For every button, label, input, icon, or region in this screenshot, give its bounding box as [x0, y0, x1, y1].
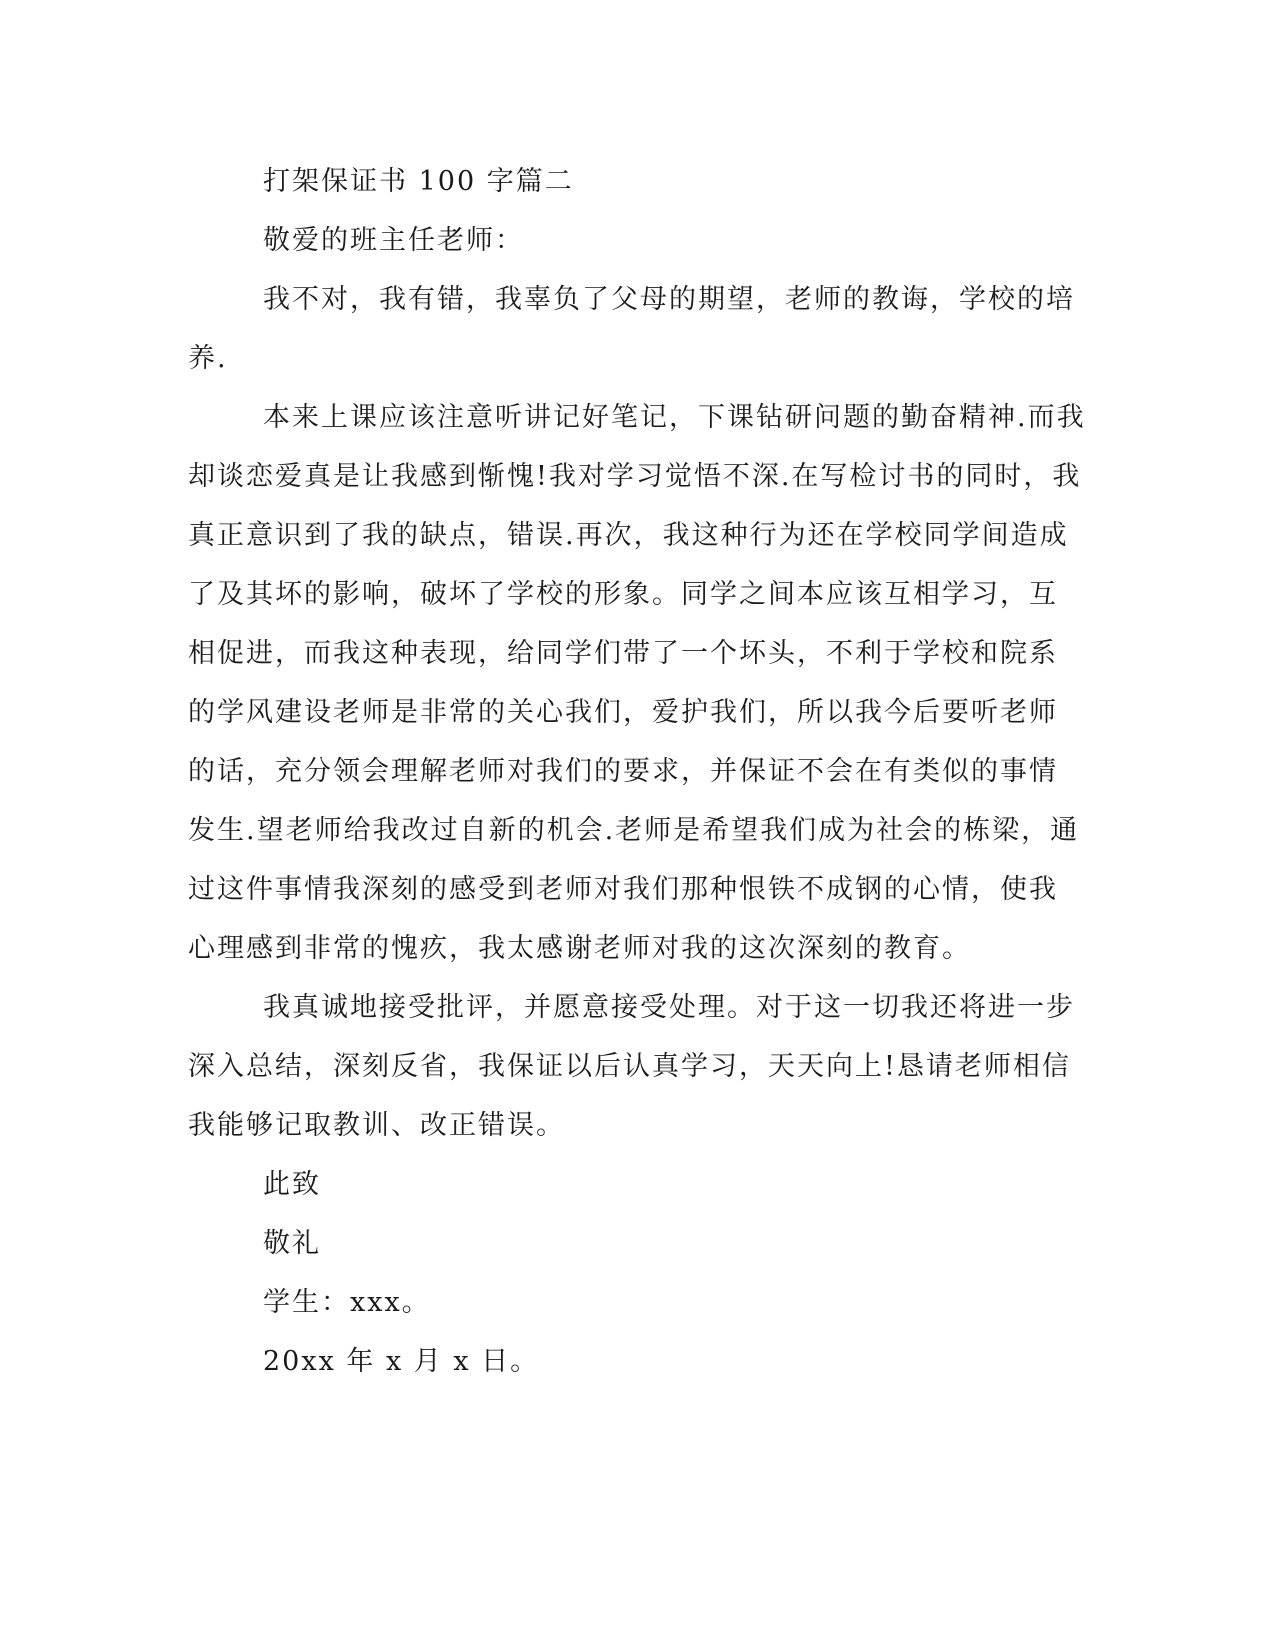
- paragraph-line: 相促进，而我这种表现，给同学们带了一个坏头，不利于学校和院系: [188, 638, 1058, 669]
- paragraph-line: 本来上课应该注意听讲记好笔记，下课钻研问题的勤奋精神.而我: [263, 402, 1086, 433]
- paragraph-line: 发生.望老师给我改过自新的机会.老师是希望我们成为社会的栋梁，通: [188, 815, 1080, 846]
- paragraph-line: 我真诚地接受批评，并愿意接受处理。对于这一切我还将进一步: [263, 992, 1075, 1023]
- paragraph-line: 过这件事情我深刻的感受到老师对我们那种恨铁不成钢的心情，使我: [188, 874, 1058, 905]
- paragraph-line: 真正意识到了我的缺点，错误.再次，我这种行为还在学校同学间造成: [188, 520, 1069, 551]
- paragraph-line: 了及其坏的影响，破坏了学校的形象。同学之间本应该互相学习，互: [188, 579, 1058, 610]
- paragraph-line: 心理感到非常的愧疚，我太感谢老师对我的这次深刻的教育。: [188, 933, 971, 964]
- closing-line-1: 此致: [263, 1169, 321, 1200]
- paragraph-line: 养.: [188, 343, 228, 374]
- salutation: 敬爱的班主任老师：: [263, 225, 524, 256]
- paragraph-line: 深入总结，深刻反省，我保证以后认真学习，天天向上!恳请老师相信: [188, 1051, 1071, 1082]
- paragraph-line: 却谈恋爱真是让我感到惭愧!我对学习觉悟不深.在写检讨书的同时，我: [188, 461, 1082, 492]
- paragraph-line: 的话，充分领会理解老师对我们的要求，并保证不会在有类似的事情: [188, 756, 1058, 787]
- paragraph-line: 的学风建设老师是非常的关心我们，爱护我们，所以我今后要听老师: [188, 697, 1058, 728]
- paragraph-line: 我能够记取教训、改正错误。: [188, 1110, 565, 1141]
- signature: 学生：xxx。: [263, 1287, 431, 1318]
- paragraph-line: 我不对，我有错，我辜负了父母的期望，老师的教诲，学校的培: [263, 284, 1075, 315]
- date: 20xx 年 x 月 x 日。: [263, 1346, 540, 1377]
- document-title: 打架保证书 100 字篇二: [263, 166, 574, 197]
- closing-line-2: 敬礼: [263, 1228, 321, 1259]
